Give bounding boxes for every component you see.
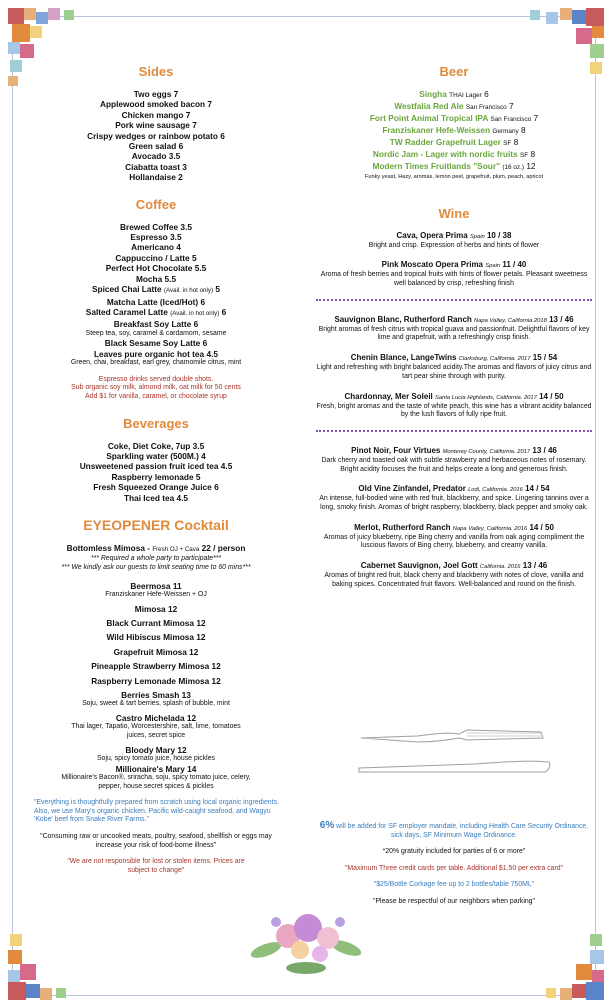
beer-item bbox=[316, 161, 592, 173]
beer-origin: SF bbox=[519, 152, 529, 159]
coffee-item-note: (Avail. in hot only) bbox=[170, 309, 220, 317]
beer-desc: Funky yeast, Hazy, aromas, lemon peel, grapefruit, plum, peach, apricot bbox=[364, 174, 544, 180]
beer-name: Westfalia Red Ale bbox=[394, 101, 464, 111]
wine-desc: Aromas of bright red fruit, black cherry and blackberry with notes of clove, vanilla and baking spices. Concentrated fruit flavors. Well-balanced and round on the finish. bbox=[324, 572, 584, 588]
cocktail-item: Millionaire's Mary 14 bbox=[115, 763, 197, 774]
beer-price: 8 bbox=[530, 149, 536, 159]
wine-item bbox=[316, 392, 592, 420]
wine-origin: Spain bbox=[469, 233, 485, 240]
coffee-note: Add $1 for vanilla, caramel, or chocolate syrup bbox=[85, 392, 227, 400]
coffee-item: Espresso 3.5 bbox=[130, 232, 182, 243]
cocktail-requirement: *** Required a whole party to participate*** bbox=[90, 555, 222, 563]
cocktail-item: Bloody Mary 12 bbox=[125, 744, 187, 755]
bottomless-mimosa bbox=[22, 543, 290, 555]
wine-item bbox=[316, 484, 592, 512]
beer-name: Franziskaner Hefe-Weissen bbox=[382, 125, 491, 135]
coffee-item: Brewed Coffee 3.5 bbox=[120, 221, 192, 232]
beer-origin: San Francisco bbox=[465, 104, 507, 111]
beer-origin: SF bbox=[503, 140, 512, 147]
coffee-item-price: 5 bbox=[215, 284, 220, 295]
beverage-item: Coke, Diet Coke, 7up 3.5 bbox=[107, 440, 205, 451]
beer-name: Nordic Jam - Lager with nordic fruits bbox=[372, 149, 518, 159]
cocktail-item: Black Currant Mimosa 12 bbox=[106, 617, 206, 628]
cocktail-item: Mimosa 12 bbox=[134, 603, 178, 614]
sides-list bbox=[22, 89, 290, 183]
wine-name: Chardonnay, Mer Soleil bbox=[344, 391, 433, 401]
dotted-divider bbox=[316, 430, 592, 432]
credit-card-note: "Maximum Three credit cards per table. Additional $1.50 per extra card" bbox=[344, 864, 564, 872]
corner-mosaic-decoration bbox=[8, 908, 100, 1000]
beer-price: 7 bbox=[509, 101, 514, 111]
sides-item: Green salad 6 bbox=[128, 141, 184, 152]
gratuity-note: *20% gratuity included for parties of 6 or more" bbox=[382, 848, 526, 856]
sides-item: Crispy wedges or rainbow potato 6 bbox=[87, 130, 225, 141]
coffee-item: Leaves pure organic hot tea 4.5 bbox=[93, 348, 219, 359]
beer-item bbox=[316, 113, 592, 125]
coffee-item-price: 6 bbox=[221, 306, 227, 317]
wine-name: Old Vine Zinfandel, Predator bbox=[358, 484, 466, 494]
sides-item: Avocado 3.5 bbox=[131, 151, 181, 162]
coffee-item-name: Spiced Chai Latte bbox=[92, 284, 162, 295]
beverages-list bbox=[22, 441, 290, 503]
coffee-note: Espresso drinks served double shots. bbox=[98, 375, 214, 383]
wine-item bbox=[316, 315, 592, 343]
corkage-note: "$25/Bottle Corkage fee up to 2 bottles/table 750ML" bbox=[373, 881, 535, 889]
lost-items-note: "We are not responsible for lost or stolen items. Prices are subject to change" bbox=[67, 858, 245, 874]
right-footer bbox=[316, 822, 592, 907]
dotted-divider bbox=[316, 299, 592, 301]
wine-name: Cava, Opera Prima bbox=[396, 230, 468, 240]
mandate-text: will be added for SF employer mandate, including Health Care Security Ordinance, sick days, SF Minimum Wage Ordinance. bbox=[334, 823, 589, 839]
beer-price: 8 bbox=[513, 137, 519, 147]
beer-item bbox=[316, 89, 592, 101]
coffee-item bbox=[22, 284, 290, 296]
sides-item: Applewood smoked bacon 7 bbox=[99, 99, 213, 110]
cocktail-item: Berries Smash 13 bbox=[121, 689, 191, 700]
mandate-note bbox=[316, 822, 592, 840]
wine-item bbox=[316, 260, 592, 288]
corner-mosaic-decoration bbox=[512, 908, 604, 1000]
coffee-item: Perfect Hot Chocolate 5.5 bbox=[105, 263, 207, 274]
cocktail-item: Raspberry Lemonade Mimosa 12 bbox=[91, 675, 221, 686]
wine-name: Pink Moscato Opera Prima bbox=[381, 260, 484, 270]
wine-price: 14 / 50 bbox=[529, 522, 554, 532]
bottomless-sub: Fresh OJ + Cava bbox=[152, 545, 200, 553]
flower-bouquet-icon bbox=[236, 898, 376, 980]
coffee-item: Cappuccino / Latte 5 bbox=[115, 252, 197, 263]
wine-desc: Bright aromas of fresh citrus with tropical guava and passionfruit. Delightful flavors of key lime and grapefruit, with a refreshingly crisp finish. bbox=[318, 325, 590, 342]
coffee-note: Sub organic soy milk, almond milk, oat milk for 50 cents bbox=[71, 384, 241, 392]
raw-food-warning: "Consuming raw or uncooked meats, poultry, seafood, shellfish or eggs may increase your risk of food-borne illness" bbox=[40, 832, 272, 849]
wine-item bbox=[316, 446, 592, 474]
wine-item bbox=[316, 561, 592, 589]
coffee-item-desc: Green, chai, breakfast, earl grey, chamomile citrus, mint bbox=[70, 359, 242, 367]
mandate-percent: 6% bbox=[319, 820, 335, 831]
wine-item bbox=[316, 523, 592, 551]
wine-name: Chenin Blance, LangeTwins bbox=[350, 353, 457, 363]
bottomless-name: Bottomless Mimosa - bbox=[66, 542, 151, 553]
wine-name: Sauvignon Blanc, Rutherford Ranch bbox=[334, 314, 472, 324]
cocktail-item-desc: Franziskaner Hefe-Weissen + OJ bbox=[105, 590, 207, 598]
cocktail-item: Beermosa 11 bbox=[130, 580, 182, 591]
coffee-item-desc: Steep tea, soy, caramel & cardamom, sesame bbox=[85, 329, 227, 337]
left-column bbox=[22, 58, 290, 875]
wine-price: 15 / 54 bbox=[532, 353, 558, 363]
wine-desc: Aromas of juicy blueberry, ripe Bing cherry and vanilla from oak aging compliment the luscious flavors of Bing cherry, blueberry, and creamy vanilla. bbox=[323, 533, 585, 550]
beer-price: 7 bbox=[533, 113, 539, 123]
wine-desc: Aroma of fresh berries and tropical fruits with hints of flower petals. Pleasant sweetness well balanced by crisp, refreshing finish bbox=[320, 271, 588, 287]
beer-origin: THAI Lager bbox=[449, 92, 482, 99]
coffee-item: Mocha 5.5 bbox=[135, 273, 177, 284]
wine-price: 14 / 50 bbox=[539, 391, 564, 401]
beverage-item: Thai Iced tea 4.5 bbox=[123, 492, 189, 503]
beer-price: 6 bbox=[484, 89, 489, 99]
wine-origin: Spain bbox=[485, 263, 501, 270]
beer-item bbox=[316, 149, 592, 161]
beverage-item: Raspberry lemonade 5 bbox=[111, 471, 201, 482]
bottomless-price: 22 / person bbox=[201, 542, 246, 553]
wine-name: Cabernet Sauvignon, Joel Gott bbox=[360, 561, 478, 571]
wine-name: Pinot Noir, Four Virtues bbox=[351, 445, 441, 455]
right-column bbox=[316, 58, 592, 600]
cocktail-item-desc: Thai lager, Tapatio, Worcestershire, salt, lime, tomatoes juices, secret spice bbox=[71, 723, 241, 739]
cocktail-item-desc: Millionaire's Bacon®, sriracha, soju, spicy tomato juice, celery, pepper, house secret spices & pickles bbox=[61, 773, 251, 790]
beer-item bbox=[316, 125, 592, 137]
wine-item bbox=[316, 231, 592, 251]
beer-origin: (16 oz.) bbox=[502, 164, 524, 171]
cocktail-item-desc: Soju, spicy tomato juice, house pickles bbox=[97, 754, 215, 762]
coffee-item: Black Sesame Soy Latte 6 bbox=[104, 338, 208, 349]
parking-note: "Please be respectful of our neighbors when parking" bbox=[373, 897, 535, 905]
beverage-item: Fresh Squeezed Orange Juice 6 bbox=[93, 482, 219, 493]
coffee-item-name: Salted Caramel Latte bbox=[85, 306, 168, 317]
wine-name: Merlot, Rutherford Ranch bbox=[354, 522, 451, 532]
wine-origin: Santa Lucia Highlands, California. 2017 bbox=[435, 394, 537, 401]
cocktail-item: Grapefruit Mimosa 12 bbox=[113, 646, 199, 657]
wine-price: 11 / 40 bbox=[502, 260, 527, 270]
cocktail-item-desc: Soju, sweet & tart berries, splash of bubble, mint bbox=[82, 700, 230, 708]
beer-heading: Beer bbox=[439, 64, 469, 79]
beer-name: Singha bbox=[419, 89, 447, 99]
wine-heading: Wine bbox=[438, 205, 470, 221]
coffee-item: Matcha Latte (Iced/Hot) 6 bbox=[106, 296, 206, 307]
cocktail-requirement: *** We kindly ask our guests to limit seating time to 60 mins*** bbox=[61, 563, 251, 571]
cocktail-item: Castro Michelada 12 bbox=[115, 712, 197, 723]
beer-origin: Germany bbox=[492, 128, 519, 135]
beer-name: Modern Times Fruitlands "Sour" bbox=[372, 161, 501, 171]
coffee-heading: Coffee bbox=[135, 196, 177, 212]
beer-item bbox=[316, 101, 592, 113]
beer-origin: San Francisco bbox=[490, 116, 532, 123]
cocktail-heading: EYEOPENER Cocktail bbox=[83, 516, 229, 533]
organic-note: "Everything is thoughtfully prepared from scratch using local organic ingredients. Also, we use Mary's organic chicken, Pacific wild-caught seafood, and Wagyu 'Kobe' beef from Snake River Farms." bbox=[34, 799, 279, 824]
wine-origin: Napa Valley, California.2018 bbox=[474, 317, 547, 324]
wine-desc: An intense, full-bodied wine with red fruit, blackberry, and spice. Lingering tannins over a long, smoky finish. Aromas of bright raspberry, blackberry, black pepper and smoky oak. bbox=[319, 495, 589, 512]
wine-price: 14 / 54 bbox=[525, 484, 550, 494]
wine-price: 13 / 46 bbox=[549, 314, 574, 324]
wine-origin: Monterey County, California. 2017 bbox=[442, 448, 531, 455]
wine-origin: Lodi, California. 2016 bbox=[468, 487, 523, 494]
beer-price: 12 bbox=[526, 161, 536, 171]
coffee-item-note: (Avail. in hot only) bbox=[163, 287, 214, 295]
beer-name: Fort Point Animal Tropical IPA bbox=[369, 113, 489, 123]
sides-heading: Sides bbox=[138, 64, 174, 79]
wine-desc: Dark cherry and toasted oak with subtle strawberry and herbaceous notes of rosemary. Bright acidity focuses the fruit and helps create a long and generous finish. bbox=[321, 456, 587, 473]
wine-price: 10 / 38 bbox=[486, 230, 512, 240]
wine-item bbox=[316, 353, 592, 381]
sides-item: Pork wine sausage 7 bbox=[115, 120, 197, 131]
beverage-item: Unsweetened passion fruit iced tea 4.5 bbox=[79, 461, 233, 472]
cocktail-item: Pineapple Strawberry Mimosa 12 bbox=[91, 661, 221, 672]
beer-list bbox=[316, 89, 592, 182]
fork-knife-icon bbox=[355, 724, 555, 784]
wine-desc: Bright and crisp. Expression of herbs and hints of flower bbox=[368, 241, 540, 249]
coffee-list bbox=[22, 222, 290, 368]
sides-item: Ciabatta toast 3 bbox=[125, 161, 187, 172]
beer-price: 8 bbox=[521, 125, 526, 135]
sides-item: Hollandaise 2 bbox=[129, 172, 183, 183]
sides-item: Chicken mango 7 bbox=[121, 109, 191, 120]
cocktail-item: Wild Hibiscus Mimosa 12 bbox=[106, 632, 206, 643]
wine-price: 13 / 46 bbox=[522, 561, 548, 571]
wine-origin: California. 2016 bbox=[479, 564, 521, 571]
wine-desc: Light and refreshing with bright balanced acidity.The aromas and flavors of juicy citrus and tart pear shine through with purity. bbox=[316, 364, 592, 380]
beverage-item: Sparkling water (500M.) 4 bbox=[106, 450, 206, 461]
coffee-notes bbox=[22, 376, 290, 402]
wine-desc: Fresh, bright aromas and the taste of white peach, this wine has a vibrant acidity balanced by the lush flavors of fully ripe fruit. bbox=[316, 402, 592, 419]
wine-origin: Clarksburg, California. 2017 bbox=[458, 356, 531, 363]
beer-item bbox=[316, 137, 592, 149]
coffee-item: Americano 4 bbox=[131, 242, 181, 253]
beer-name: TW Radder Grapefruit Lager bbox=[389, 137, 501, 147]
wine-origin: Napa Valley, California. 2016 bbox=[452, 525, 528, 532]
beverages-heading: Beverages bbox=[123, 415, 189, 431]
coffee-item: Breakfast Soy Latte 6 bbox=[113, 319, 199, 330]
wine-price: 13 / 46 bbox=[532, 445, 557, 455]
sides-item: Two eggs 7 bbox=[133, 89, 179, 99]
coffee-item bbox=[22, 307, 290, 319]
